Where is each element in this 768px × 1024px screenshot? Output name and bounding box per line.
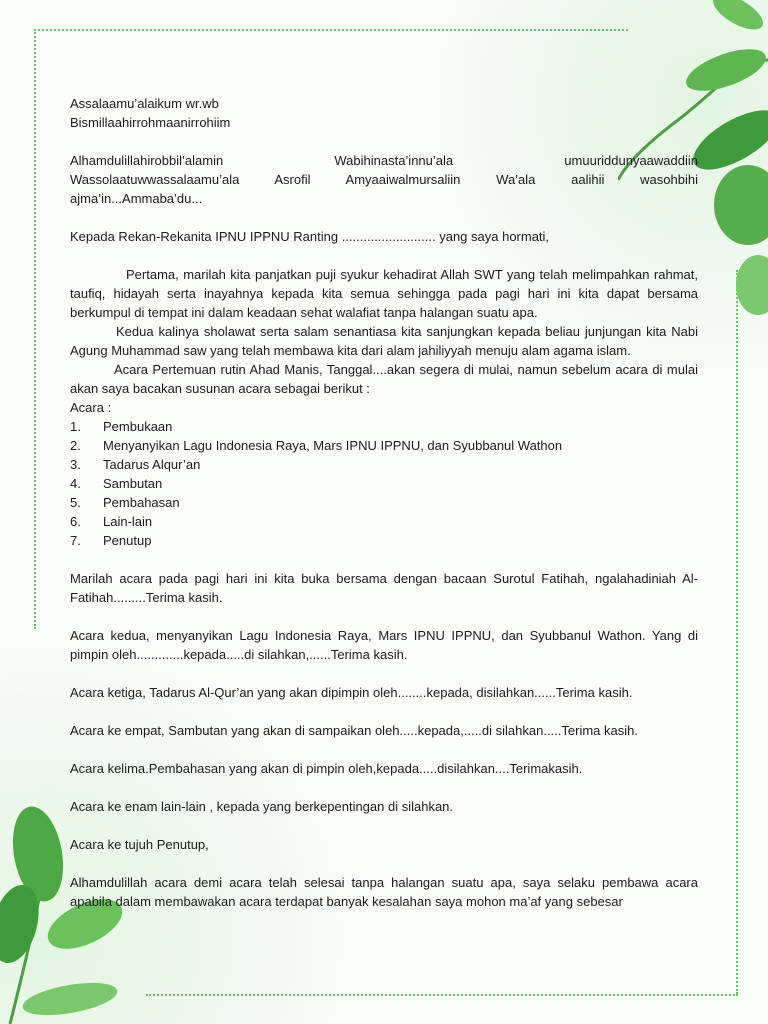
agenda-item-number: 1. [70,419,81,434]
agenda-item-text: Pembahasan [103,495,180,510]
paragraph-sholawat: Kedua kalinya sholawat serta salam senantiasa kita sanjungkan kepada beliau junjungan kita Nabi Agung Muhammad saw yang telah membawa kita dari alam jahiliyyah menuju alam agama islam. [70,324,698,358]
agenda-item-number: 6. [70,514,81,529]
agenda-item-number: 5. [70,495,81,510]
agenda-item-text: Lain-lain [103,514,153,529]
paragraph-praise: Pertama, marilah kita panjatkan puji syukur kehadirat Allah SWT yang telah melimpahkan rahmat, taufiq, hidayah serta inayahnya kepada kita semua sehingga pada pagi hari ini kita dapat bersama berkumpul di tempat ini dalam keadaan sehat walafiat tanpa halangan suatu apa. [70,267,698,320]
segment-anthem: Acara kedua, menyanyikan Lagu Indonesia Raya, Mars IPNU IPPNU, dan Syubbanul Wathon. Yang di pimpin oleh.............kepada.....di silahkan,......Terima kasih. [70,628,698,662]
frame-border-top [34,29,628,31]
agenda-heading: Acara : [70,400,112,415]
agenda-item [70,493,698,512]
greeting: Assalaamu’alaikum wr.wb [70,96,219,111]
agenda-list [70,417,698,550]
agenda-item-number: 4. [70,476,81,491]
opening-line-2: Wassolaatuwwassalaamu’ala Asrofil Amyaaiwalmursaliin Wa’ala aalihii wasohbihi [70,172,698,187]
frame-border-right [736,270,738,994]
segment-opening: Marilah acara pada pagi hari ini kita buka bersama dengan bacaan Surotul Fatihah, ngalahadiniah Al-Fatihah.........Terima kasih. [70,571,698,605]
agenda-item [70,455,698,474]
opening-line-3: ajma’in...Ammaba’du... [70,191,203,206]
address-line: Kepada Rekan-Rekanita IPNU IPPNU Ranting .......................... yang saya hormati, [70,229,550,244]
agenda-item-number: 3. [70,457,81,472]
agenda-item-text: Sambutan [103,476,163,491]
agenda-item-text: Penutup [103,533,152,548]
agenda-item-text: Tadarus Alqur’an [103,457,201,472]
agenda-item-number: 7. [70,533,81,548]
segment-discussion: Acara kelima.Pembahasan yang akan di pimpin oleh,kepada.....disilahkan....Terimakasih. [70,761,583,776]
basmalah: Bismillaahirrohmaanirrohiim [70,115,231,130]
agenda-item-text: Pembukaan [103,419,173,434]
segment-other: Acara ke enam lain-lain , kepada yang berkepentingan di silahkan. [70,799,454,814]
agenda-item-number: 2. [70,438,81,453]
agenda-item [70,474,698,493]
document-body [70,94,698,911]
agenda-item [70,531,698,550]
segment-closing: Acara ke tujuh Penutup, [70,837,209,852]
agenda-item-text: Menyanyikan Lagu Indonesia Raya, Mars IPNU IPPNU, dan Syubbanul Wathon [103,438,563,453]
frame-border-bottom [146,994,738,996]
closing-paragraph: Alhamdulillah acara demi acara telah selesai tanpa halangan suatu apa, saya selaku pembawa acara apabila dalam membawakan acara terdapat banyak kesalahan saya mohon ma’af yang sebesar [70,875,698,909]
agenda-item [70,436,698,455]
paragraph-event-intro: Acara Pertemuan rutin Ahad Manis, Tanggal....akan segera di mulai, namun sebelum acara di mulai akan saya bacakan susunan acara sebagai berikut : [70,362,698,396]
segment-tadarus: Acara ketiga, Tadarus Al-Qur’an yang akan dipimpin oleh........kepada, disilahkan......Terima kasih. [70,685,633,700]
frame-border-left [34,29,36,629]
segment-speech: Acara ke empat, Sambutan yang akan di sampaikan oleh.....kepada,.....di silahkan.....Terima kasih. [70,723,638,738]
opening-line-1: Alhamdulillahirobbil’alamin Wabihinasta’innu’ala umuuriddunyaawaddiin [70,153,698,168]
agenda-item [70,417,698,436]
agenda-item [70,512,698,531]
